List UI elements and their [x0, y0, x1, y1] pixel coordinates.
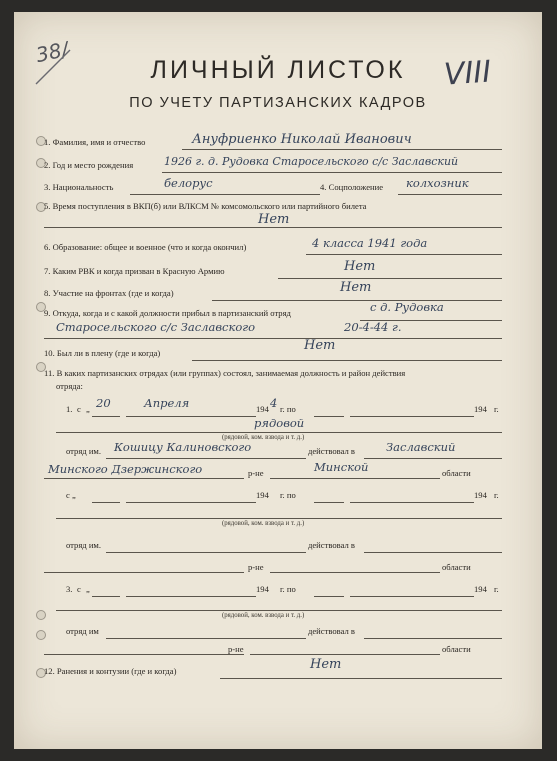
- field-party-label: 5. Время поступления в ВКП(б) или ВЛКСМ № комсомольского или партийного билета: [44, 201, 367, 211]
- field-education-label: 6. Образование: общее и военное (что и когда окончил): [44, 242, 247, 252]
- entry3-end-year: 194: [474, 584, 487, 594]
- entry2-end-month-line: [350, 502, 474, 503]
- entry2-rne: р-не: [248, 562, 264, 572]
- field-captivity-value: Нет: [304, 338, 336, 353]
- field-rvk-label: 7. Каким РВК и когда призван в Красную Армию: [44, 266, 225, 276]
- entry3-quote: „: [86, 584, 90, 594]
- field-education-line: [306, 254, 502, 255]
- field-origin-label: 9. Откуда, когда и с какой должности прибыл в партизанский отряд: [44, 308, 291, 318]
- entry2-acting-line: [364, 552, 502, 553]
- field-nationality-line: [130, 194, 320, 195]
- field-fronts-label: 8. Участие на фронтах (где и когда): [44, 288, 174, 298]
- entry3-end-month-line: [350, 596, 474, 597]
- field-education-value: 4 класса 1941 года: [312, 236, 428, 250]
- entry1-no: 1.: [66, 404, 73, 414]
- entry2-position-line: [56, 518, 502, 519]
- field-origin-line2: [44, 338, 502, 339]
- entry3-no: 3.: [66, 584, 73, 594]
- field-rvk-value: Нет: [344, 259, 376, 274]
- entry1-year: 194: [256, 404, 269, 414]
- field-fronts-value: Нет: [340, 280, 372, 295]
- entry1-end-month-line: [350, 416, 474, 417]
- entry1-oblast-value: Минской: [314, 460, 369, 474]
- entry1-g: г.: [494, 404, 499, 414]
- field-social-label: 4. Соцположение: [320, 182, 384, 192]
- entry2-position-note: (рядовой, ком. взвода и т. д.): [222, 520, 305, 527]
- entry1-rne: р-не: [248, 468, 264, 478]
- entry1-district: Заславский: [386, 440, 456, 454]
- field-birth-value: 1926 г. д. Рудовка Старосельского с/с Заславский: [164, 155, 459, 168]
- entry3-to: г. по: [280, 584, 296, 594]
- field-party-line: [44, 227, 502, 228]
- entry3-position-line: [56, 610, 502, 611]
- field-origin-value2: Старосельского с/с Заславского: [56, 320, 256, 334]
- field-party-value: Нет: [258, 212, 290, 227]
- entry3-acting: действовал в: [308, 626, 355, 636]
- entry3-oblast-line: [250, 654, 440, 655]
- entry3-year: 194: [256, 584, 269, 594]
- entry1-position-line: [56, 432, 502, 433]
- field-nationality-value: белорус: [164, 176, 213, 190]
- entry3-g: г.: [494, 584, 499, 594]
- entry3-month-line: [126, 596, 256, 597]
- field-wounds-value: Нет: [310, 657, 342, 672]
- form-title: ЛИЧНЫЙ ЛИСТОК: [150, 56, 406, 84]
- entry1-end-year: 194: [474, 404, 487, 414]
- entry3-acting-line: [364, 638, 502, 639]
- entry1-position-note: (рядовой, ком. взвода и т. д.): [222, 434, 305, 441]
- field-fronts-line: [212, 300, 502, 301]
- field-rvk-line: [278, 278, 502, 279]
- field-origin-value1: с д. Рудовка: [370, 300, 444, 314]
- field-captivity-line: [192, 360, 502, 361]
- entry2-year: 194: [256, 490, 269, 500]
- entry1-day-line: [92, 416, 120, 417]
- roman-number-mark: VIII: [442, 54, 493, 93]
- field-name-line: [182, 149, 502, 150]
- field-birth-line: [162, 172, 502, 173]
- entry2-unit-line: [106, 552, 306, 553]
- entry1-day: 20: [96, 396, 111, 410]
- entry1-acting: действовал в: [308, 446, 355, 456]
- entry3-position-note: (рядовой, ком. взвода и т. д.): [222, 612, 305, 619]
- entry1-acting-line: [364, 458, 502, 459]
- field-origin-value3: 20-4-44 г.: [344, 320, 402, 334]
- entry3-region-line: [44, 654, 244, 655]
- entry2-month-line: [126, 502, 256, 503]
- entry1-month: Апреля: [144, 396, 190, 410]
- entry1-position: рядовой: [254, 416, 305, 430]
- entry1-region: Минского Дзержинского: [48, 462, 203, 476]
- entry3-from: с: [77, 584, 81, 594]
- entry2-g: г.: [494, 490, 499, 500]
- field-social-value: колхозник: [406, 176, 469, 190]
- field-units-label: 11. В каких партизанских отрядах (или группах) состоял, занимаемая должность и район действия: [44, 368, 406, 378]
- entry3-oblast: области: [442, 644, 471, 654]
- entry1-unit-line: [106, 458, 306, 459]
- field-wounds-line: [220, 678, 502, 679]
- field-name-label: 1. Фамилия, имя и отчество: [44, 137, 146, 147]
- form-sheet: [14, 12, 542, 749]
- entry2-to: г. по: [280, 490, 296, 500]
- entry1-end-day-line: [314, 416, 344, 417]
- field-captivity-label: 10. Был ли в плену (где и когда): [44, 348, 161, 358]
- entry1-quote: „: [86, 404, 90, 414]
- entry2-day-line: [92, 502, 120, 503]
- entry2-oblast: области: [442, 562, 471, 572]
- entry2-acting: действовал в: [308, 540, 355, 550]
- entry2-from: с „: [66, 490, 76, 500]
- entry1-month-line: [126, 416, 256, 417]
- entry2-region-line: [44, 572, 244, 573]
- field-birth-label: 2. Год и место рождения: [44, 160, 134, 170]
- punch-hole: [36, 610, 46, 620]
- entry1-oblast-line: [270, 478, 440, 479]
- entry3-unit-line: [106, 638, 306, 639]
- entry1-oblast: области: [442, 468, 471, 478]
- entry1-to: г. по: [280, 404, 296, 414]
- entry1-region-line: [44, 478, 244, 479]
- entry3-end-day-line: [314, 596, 344, 597]
- field-wounds-label: 12. Ранения и контузии (где и когда): [44, 666, 177, 676]
- entry1-from: с: [77, 404, 81, 414]
- entry1-unit: Кошицу Калиновского: [114, 440, 252, 454]
- punch-hole: [36, 630, 46, 640]
- entry3-rne: р-не: [228, 644, 244, 654]
- entry1-year-hand: 4: [270, 396, 278, 410]
- entry3-day-line: [92, 596, 120, 597]
- entry2-end-year: 194: [474, 490, 487, 500]
- field-social-line: [398, 194, 502, 195]
- field-units-label-cont: отряда:: [56, 381, 83, 391]
- entry3-unit-label: отряд им: [66, 626, 99, 636]
- corner-archive-mark: 38/: [33, 36, 71, 68]
- field-name-value: Ануфриенко Николай Иванович: [192, 132, 412, 147]
- entry2-oblast-line: [270, 572, 440, 573]
- entry2-unit-label: отряд им.: [66, 540, 102, 550]
- entry1-unit-label: отряд им.: [66, 446, 102, 456]
- form-subtitle: ПО УЧЕТУ ПАРТИЗАНСКИХ КАДРОВ: [129, 95, 427, 111]
- entry2-end-day-line: [314, 502, 344, 503]
- field-nationality-label: 3. Национальность: [44, 182, 114, 192]
